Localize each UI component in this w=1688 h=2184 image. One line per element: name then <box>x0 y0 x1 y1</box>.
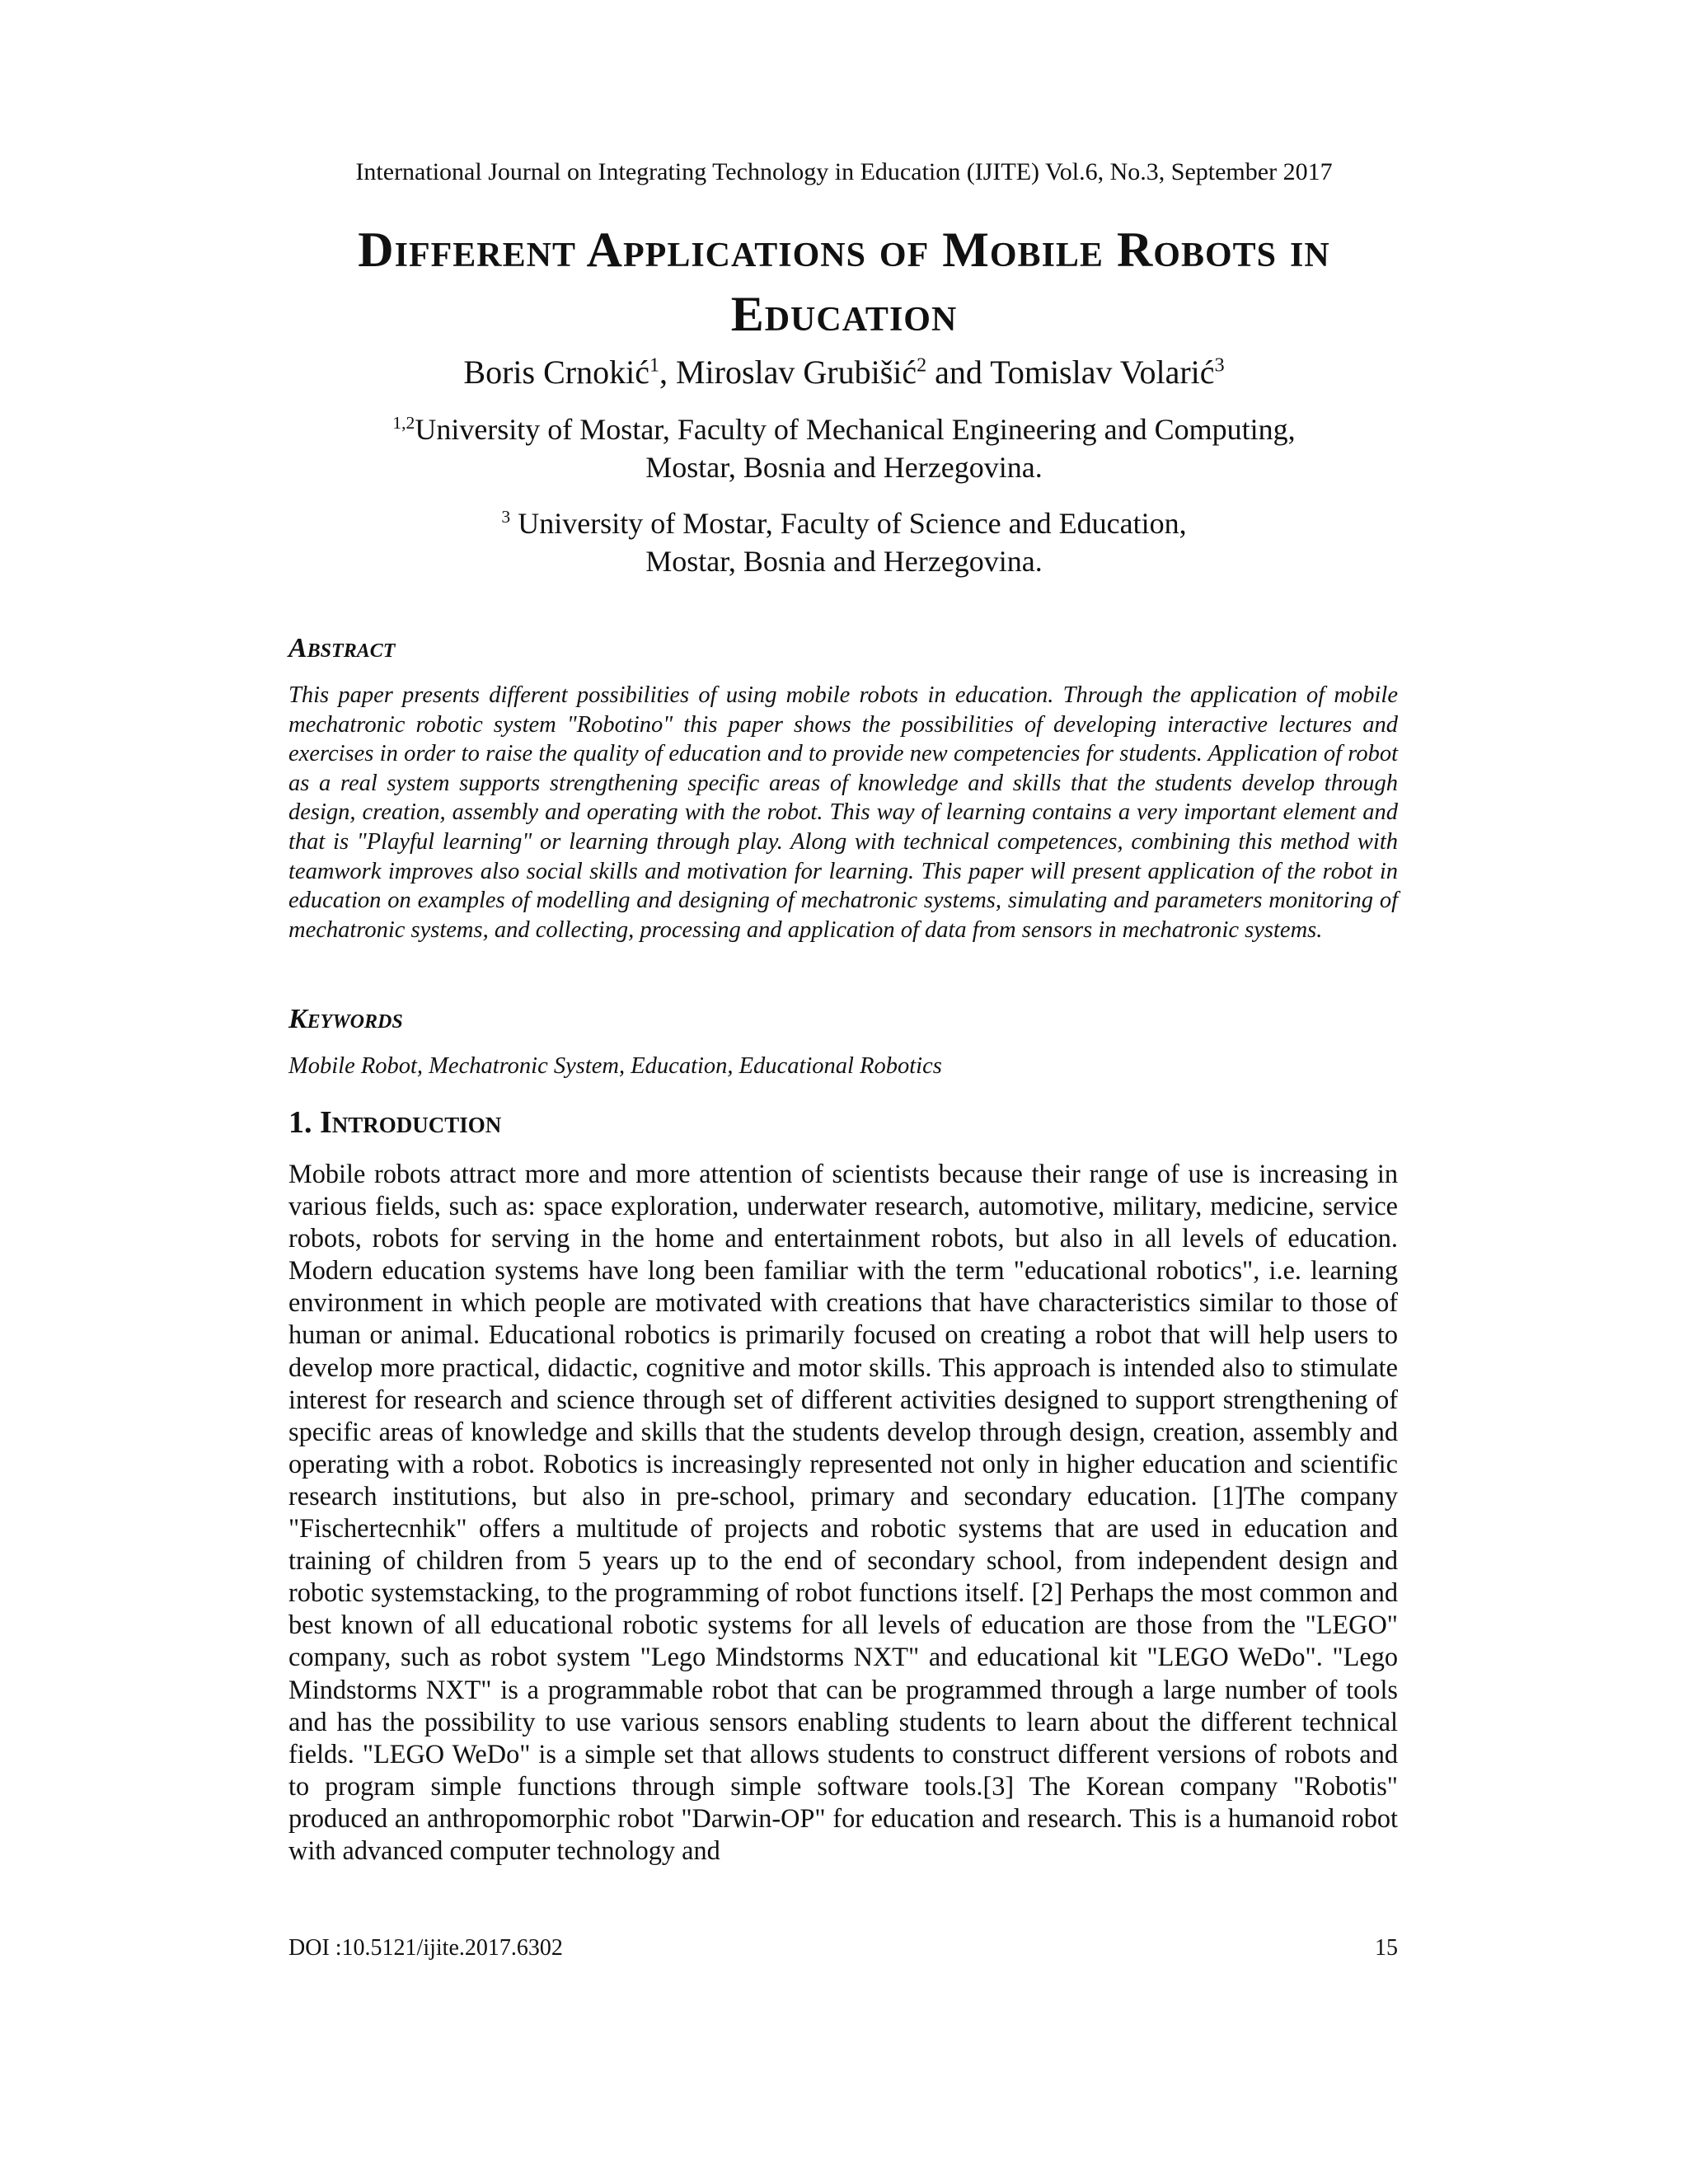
author-1-sup: 1 <box>649 354 659 377</box>
affiliation-1-sup: 1,2 <box>392 413 415 433</box>
affiliation-1-line-1: University of Mostar, Faculty of Mechanical Engineering and Computing, <box>415 413 1296 446</box>
author-3-name: Tomislav Volarić <box>990 354 1215 391</box>
page-number: 15 <box>1375 1935 1398 1961</box>
author-separator: , <box>659 354 676 391</box>
footer-doi: DOI :10.5121/ijite.2017.6302 <box>288 1935 563 1961</box>
keywords-text: Mobile Robot, Mechatronic System, Education, Educational Robotics <box>288 1053 942 1079</box>
author-3-sup: 3 <box>1214 354 1225 377</box>
abstract-text: This paper presents different possibilities of using mobile robots in education. Through the application of mobile mechatronic robotic system "Robotino" this paper shows the possibilities of developing interactive lectures and exercises in order to raise the quality of education and to provide new competencies for students. Application of robot as a real system supports strengthening specific areas of knowledge and skills that the students develop through design, creation, assembly and operating with the robot. This way of learning contains a very important element and that is "Playful learning" or learning through play. Along with technical competences, combining this method with teamwork improves also social skills and motivation for learning. This paper will present application of the robot in education on examples of modelling and designing of mechatronic systems, simulating and parameters monitoring of mechatronic systems, and collecting, processing and application of data from sensors in mechatronic systems. <box>288 682 1398 943</box>
author-1-name: Boris Crnokić <box>463 354 649 391</box>
author-2-name: Miroslav Grubišić <box>675 354 917 391</box>
author-2-sup: 2 <box>917 354 927 377</box>
abstract-heading: Abstract <box>288 633 396 663</box>
paper-title <box>206 218 1482 346</box>
introduction-text: Mobile robots attract more and more attention of scientists because their range of use is increasing in various fields, such as: space exploration, underwater research, automotive, military, medicine, service robots, robots for serving in the home and entertainment robots, but also in all levels of education. Modern education systems have long been familiar with the term "educational robotics", i.e. learning environment in which people are motivated with creations that have characteristics similar to those of human or animal. Educational robotics is primarily focused on creating a robot that will help users to develop more practical, didactic, cognitive and motor skills. This approach is intended also to stimulate interest for research and science through set of different activities designed to support strengthening of specific areas of knowledge and skills that the students develop through design, creation, assembly and operating with a robot. Robotics is increasingly represented not only in higher education and scientific research institutions, but also in pre-school, primary and secondary education. [1]The company "Fischertecnhik" offers a multitude of projects and robotic systems that are used in education and training of children from 5 years up to the end of secondary school, from independent design and robotic systemstacking, to the programming of robot functions itself. [2] Perhaps the most common and best known of all educational robotic systems for all levels of education are those from the "LEGO" company, such as robot system "Lego Mindstorms NXT" and educational kit "LEGO WeDo". "Lego Mindstorms NXT" is a programmable robot that can be programmed through a large number of tools and has the possibility to use various sensors enabling students to learn about the different technical fields. "LEGO WeDo" is a simple set that allows students to construct different versions of robots and to program simple functions through simple software tools.[3] The Korean company "Robotis" produced an anthropomorphic robot "Darwin-OP" for education and research. This is a humanoid robot with advanced computer technology and <box>288 1159 1398 1865</box>
affiliation-2 <box>0 504 1688 580</box>
keywords-heading: Keywords <box>288 1004 403 1034</box>
affiliation-2-line-2: Mostar, Bosnia and Herzegovina. <box>645 545 1043 578</box>
affiliation-1-line-2: Mostar, Bosnia and Herzegovina. <box>645 451 1043 484</box>
title-line-1: Different Applications of Mobile Robots in <box>358 223 1330 277</box>
journal-header: International Journal on Integrating Technology in Education (IJITE) Vol.6, No.3, September 2017 <box>355 158 1333 185</box>
affiliation-1 <box>0 410 1688 486</box>
affiliation-2-sup: 3 <box>501 507 511 527</box>
author-list <box>0 353 1688 391</box>
introduction-heading: 1. Introduction <box>288 1105 502 1140</box>
title-line-2: Education <box>730 287 958 341</box>
author-separator: and <box>926 354 991 391</box>
affiliation-2-line-1: University of Mostar, Faculty of Science and Education, <box>510 507 1187 540</box>
